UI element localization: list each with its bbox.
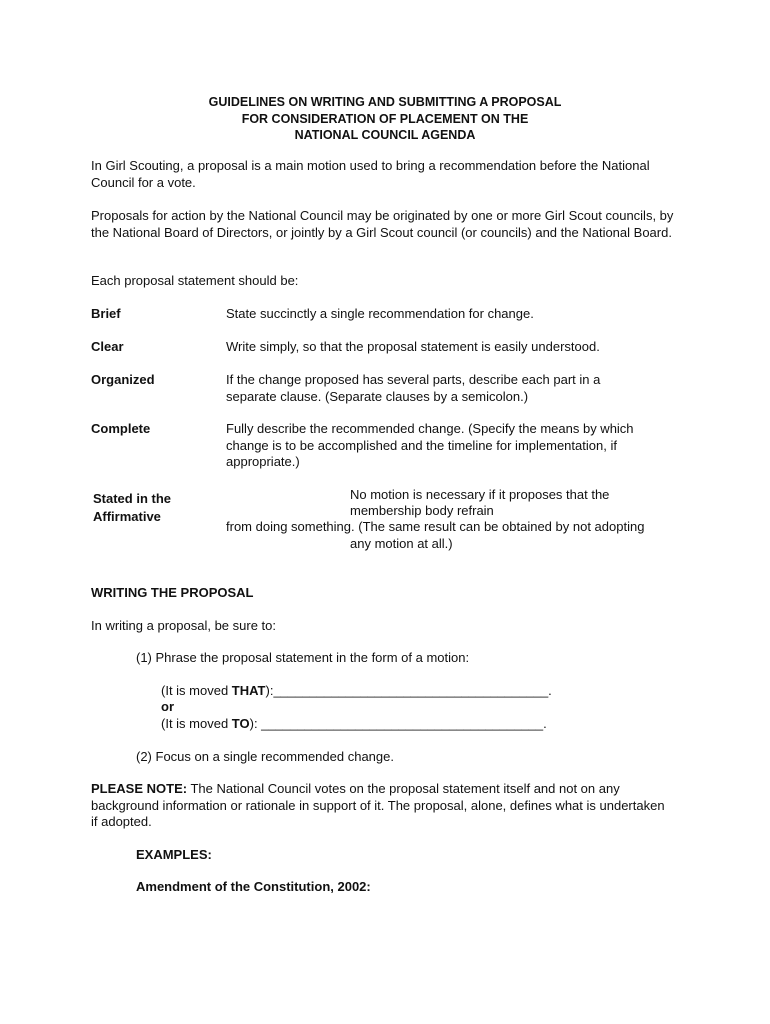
criterion-term-affirmative-line-2: Affirmative: [93, 509, 161, 524]
form-to-blank: ): _______________________________________.: [249, 716, 547, 731]
writing-lead: In writing a proposal, be sure to:: [91, 618, 276, 633]
writing-item-1: (1) Phrase the proposal statement in the form of a motion:: [136, 650, 470, 665]
examples-heading: EXAMPLES:: [136, 847, 212, 862]
please-note-text: The National Council votes on the proposal statement itself and not on any background information or rationale in support of it. The proposal, alone, defines what is undertaken if adopted.: [91, 781, 665, 829]
form-that-blank: ):______________________________________.: [265, 683, 552, 698]
please-note-label: PLEASE NOTE:: [91, 781, 188, 796]
criterion-term-organized: Organized: [91, 372, 155, 387]
criterion-term-affirmative: [93, 490, 171, 526]
form-that-prefix: (It is moved: [161, 683, 232, 698]
intro-paragraph-1: In Girl Scouting, a proposal is a main motion used to bring a recommendation before the National Council for a vote.: [91, 158, 650, 190]
criterion-term-brief: Brief: [91, 306, 121, 321]
form-or: or: [161, 699, 174, 714]
criterion-definition-affirmative-line-4: any motion at all.): [350, 536, 453, 551]
criterion-definition-complete: Fully describe the recommended change. (Specify the means by which change is to be accomplished and the timeline for implementation, if appropriate.): [226, 421, 634, 469]
writing-item-2: (2) Focus on a single recommended change.: [136, 749, 394, 764]
intro-paragraph-3: Each proposal statement should be:: [91, 273, 299, 288]
form-to-keyword: TO: [231, 716, 250, 731]
title-line-1: GUIDELINES ON WRITING AND SUBMITTING A PROPOSAL: [208, 95, 562, 109]
criterion-definition-organized: If the change proposed has several parts, describe each part in a separate clause. (Separate clauses by a semicolon.): [226, 372, 601, 404]
please-note: [91, 781, 666, 831]
criterion-definition-brief: State succinctly a single recommendation for change.: [226, 306, 534, 321]
criterion-definition-affirmative-line-3: from doing something. (The same result can be obtained by not adopting: [226, 519, 645, 534]
writing-heading: WRITING THE PROPOSAL: [91, 585, 254, 600]
criterion-definition-clear: Write simply, so that the proposal statement is easily understood.: [226, 339, 600, 354]
form-to-prefix: (It is moved: [161, 716, 232, 731]
title-line-3: NATIONAL COUNCIL AGENDA: [294, 128, 476, 142]
criterion-definition-affirmative-line-1: No motion is necessary if it proposes that the: [350, 487, 610, 502]
examples-subheading: Amendment of the Constitution, 2002:: [136, 879, 371, 894]
document-title: [0, 94, 770, 144]
title-line-2: FOR CONSIDERATION OF PLACEMENT ON THE: [241, 111, 529, 126]
intro-paragraph-2: Proposals for action by the National Council may be originated by one or more Girl Scout councils, by the National Board of Directors, or jointly by a Girl Scout council (or councils) and the National Board.: [91, 208, 674, 240]
form-to-line: [161, 716, 661, 733]
criterion-term-clear: Clear: [91, 339, 124, 354]
form-that-keyword: THAT: [231, 683, 266, 698]
form-that-line: [161, 683, 661, 700]
criterion-definition-affirmative-line-2: membership body refrain: [350, 503, 494, 518]
criterion-term-affirmative-line-1: Stated in the: [93, 491, 172, 506]
criterion-term-complete: Complete: [91, 421, 151, 436]
